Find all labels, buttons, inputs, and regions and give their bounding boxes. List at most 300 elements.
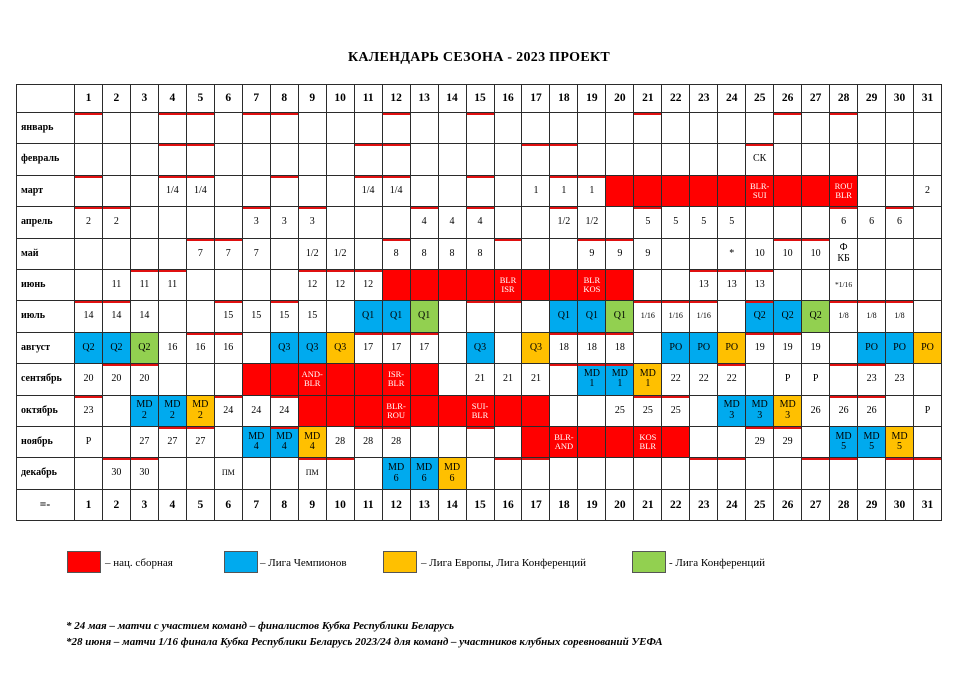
- day-cell: 11: [103, 270, 131, 301]
- day-cell: 1/8: [886, 301, 914, 332]
- matchday-marker: [830, 396, 857, 398]
- day-cell: 8: [439, 239, 467, 270]
- matchday-marker: [187, 113, 214, 115]
- day-cell: [495, 427, 523, 458]
- day-cell: Q2: [746, 301, 774, 332]
- day-cell: [522, 301, 550, 332]
- day-cell: 6: [830, 207, 858, 238]
- day-cell: [439, 144, 467, 175]
- matchday-marker: [159, 144, 186, 146]
- day-cell: [159, 364, 187, 395]
- day-cell: [914, 458, 942, 489]
- day-cell: [522, 207, 550, 238]
- matchday-marker: [550, 176, 577, 178]
- day-cell: MD 2: [187, 396, 215, 427]
- matchday-marker: [718, 458, 745, 460]
- matchday-marker: [215, 396, 242, 398]
- matchday-marker: [75, 301, 102, 303]
- matchday-marker: [467, 113, 494, 115]
- day-cell: [746, 458, 774, 489]
- matchday-marker: [886, 458, 913, 460]
- day-cell: [131, 207, 159, 238]
- day-cell: [103, 427, 131, 458]
- day-cell: [467, 301, 495, 332]
- day-cell: [550, 364, 578, 395]
- day-header: 13: [411, 84, 439, 113]
- day-cell: 17: [411, 333, 439, 364]
- day-cell: [662, 458, 690, 489]
- matchday-marker: [914, 458, 941, 460]
- day-cell: [187, 458, 215, 489]
- day-cell: BLR- AND: [550, 427, 578, 458]
- day-footer: 7: [243, 490, 271, 521]
- day-cell: 1/8: [830, 301, 858, 332]
- day-cell: [327, 113, 355, 144]
- day-cell: ПМ: [215, 458, 243, 489]
- day-cell: [103, 144, 131, 175]
- day-cell: 12: [299, 270, 327, 301]
- day-cell: Ф КБ: [830, 239, 858, 270]
- day-cell: СК: [746, 144, 774, 175]
- day-cell: 11: [159, 270, 187, 301]
- day-cell: 19: [774, 333, 802, 364]
- day-footer: 13: [411, 490, 439, 521]
- matchday-marker: [578, 239, 605, 241]
- day-cell: [858, 458, 886, 489]
- day-cell: [830, 113, 858, 144]
- matchday-marker: [383, 239, 410, 241]
- day-footer: 12: [383, 490, 411, 521]
- day-cell: [886, 176, 914, 207]
- footnote-may: * 24 мая – матчи с участием команд – финалистов Кубка Республики Беларусь: [66, 620, 454, 632]
- day-cell: [243, 176, 271, 207]
- day-cell: 14: [103, 301, 131, 332]
- matchday-marker: [550, 144, 577, 146]
- day-cell: 22: [690, 364, 718, 395]
- day-cell: 23: [75, 396, 103, 427]
- day-cell: MD 3: [746, 396, 774, 427]
- day-cell: [718, 301, 746, 332]
- day-cell: [159, 458, 187, 489]
- day-cell: [606, 176, 634, 207]
- day-cell: [383, 270, 411, 301]
- matchday-marker: [690, 458, 717, 460]
- matchday-marker: [858, 364, 885, 366]
- day-cell: [467, 458, 495, 489]
- day-cell: [215, 113, 243, 144]
- day-cell: Р: [774, 364, 802, 395]
- day-cell: [578, 458, 606, 489]
- day-cell: [886, 113, 914, 144]
- day-cell: [327, 176, 355, 207]
- day-cell: [495, 113, 523, 144]
- day-cell: [858, 113, 886, 144]
- day-cell: [718, 113, 746, 144]
- day-cell: [914, 239, 942, 270]
- matchday-marker: [578, 364, 605, 366]
- day-cell: 1/16: [634, 301, 662, 332]
- day-cell: [522, 144, 550, 175]
- day-cell: [690, 427, 718, 458]
- day-cell: [914, 207, 942, 238]
- day-cell: SUI- BLR: [467, 396, 495, 427]
- matchday-marker: [690, 270, 717, 272]
- matchday-marker: [215, 333, 242, 335]
- day-cell: 18: [578, 333, 606, 364]
- day-cell: MD 1: [578, 364, 606, 395]
- day-header: 19: [578, 84, 606, 113]
- day-cell: 9: [578, 239, 606, 270]
- day-footer: 16: [495, 490, 523, 521]
- day-cell: [439, 270, 467, 301]
- day-cell: MD 6: [439, 458, 467, 489]
- day-cell: [690, 239, 718, 270]
- matchday-marker: [830, 364, 857, 366]
- day-cell: [355, 458, 383, 489]
- day-cell: 10: [774, 239, 802, 270]
- day-cell: 15: [299, 301, 327, 332]
- matchday-marker: [467, 207, 494, 209]
- matchday-marker: [858, 396, 885, 398]
- matchday-marker: [495, 301, 522, 303]
- day-cell: MD 2: [159, 396, 187, 427]
- matchday-marker: [159, 176, 186, 178]
- day-cell: [578, 113, 606, 144]
- month-label: август: [16, 333, 75, 364]
- matchday-marker: [774, 427, 801, 429]
- day-cell: 3: [243, 207, 271, 238]
- matchday-marker: [75, 176, 102, 178]
- day-cell: 24: [215, 396, 243, 427]
- day-cell: [495, 396, 523, 427]
- day-cell: [830, 364, 858, 395]
- matchday-marker: [830, 113, 857, 115]
- day-cell: 15: [243, 301, 271, 332]
- day-cell: 27: [159, 427, 187, 458]
- matchday-marker: [411, 207, 438, 209]
- matchday-marker: [355, 427, 382, 429]
- day-header: 6: [215, 84, 243, 113]
- day-footer: 9: [299, 490, 327, 521]
- day-cell: [355, 113, 383, 144]
- day-header: 5: [187, 84, 215, 113]
- matchday-marker: [299, 270, 326, 272]
- matchday-marker: [746, 427, 773, 429]
- day-cell: 1/8: [858, 301, 886, 332]
- day-cell: [327, 458, 355, 489]
- day-cell: [467, 113, 495, 144]
- day-cell: [550, 270, 578, 301]
- day-cell: AND- BLR: [299, 364, 327, 395]
- day-cell: [746, 207, 774, 238]
- day-cell: 19: [802, 333, 830, 364]
- matchday-marker: [383, 144, 410, 146]
- matchday-marker: [550, 364, 577, 366]
- day-cell: [522, 239, 550, 270]
- day-cell: [439, 364, 467, 395]
- matchday-marker: [271, 301, 298, 303]
- day-cell: 24: [271, 396, 299, 427]
- month-label: июнь: [16, 270, 75, 301]
- matchday-marker: [718, 364, 745, 366]
- day-cell: 5: [634, 207, 662, 238]
- day-header: 25: [746, 84, 774, 113]
- day-cell: 2: [103, 207, 131, 238]
- day-footer: 31: [914, 490, 942, 521]
- day-cell: [802, 427, 830, 458]
- month-label: январь: [16, 113, 75, 144]
- day-cell: MD 3: [774, 396, 802, 427]
- day-cell: ISR- BLR: [383, 364, 411, 395]
- day-cell: [522, 427, 550, 458]
- day-footer: 24: [718, 490, 746, 521]
- month-label: декабрь: [16, 458, 75, 489]
- day-cell: [662, 239, 690, 270]
- day-cell: MD 6: [411, 458, 439, 489]
- day-cell: [718, 176, 746, 207]
- day-cell: [439, 427, 467, 458]
- day-footer: 10: [327, 490, 355, 521]
- month-label: май: [16, 239, 75, 270]
- day-cell: [271, 239, 299, 270]
- day-cell: [411, 113, 439, 144]
- day-cell: [243, 113, 271, 144]
- day-footer: 14: [439, 490, 467, 521]
- day-cell: 6: [886, 207, 914, 238]
- day-cell: MD 5: [830, 427, 858, 458]
- matchday-marker: [606, 364, 633, 366]
- day-cell: [159, 301, 187, 332]
- day-footer: 1: [75, 490, 103, 521]
- day-cell: 8: [411, 239, 439, 270]
- day-cell: 17: [355, 333, 383, 364]
- day-cell: MD 6: [383, 458, 411, 489]
- matchday-marker: [495, 458, 522, 460]
- day-cell: [886, 396, 914, 427]
- day-footer: 18: [550, 490, 578, 521]
- matchday-marker: [355, 176, 382, 178]
- day-footer: 5: [187, 490, 215, 521]
- matchday-marker: [774, 239, 801, 241]
- day-header: 20: [606, 84, 634, 113]
- day-cell: [578, 144, 606, 175]
- day-cell: [439, 176, 467, 207]
- day-cell: [215, 364, 243, 395]
- day-header: 7: [243, 84, 271, 113]
- day-cell: PO: [662, 333, 690, 364]
- day-cell: MD 5: [858, 427, 886, 458]
- day-cell: [355, 239, 383, 270]
- day-cell: [215, 270, 243, 301]
- day-cell: 4: [411, 207, 439, 238]
- legend-swatch-national: [67, 551, 101, 573]
- day-header: 15: [467, 84, 495, 113]
- day-cell: [75, 144, 103, 175]
- day-cell: [802, 270, 830, 301]
- day-cell: [634, 270, 662, 301]
- day-cell: [327, 144, 355, 175]
- day-cell: [550, 239, 578, 270]
- day-cell: [718, 144, 746, 175]
- day-cell: 7: [243, 239, 271, 270]
- day-cell: [662, 176, 690, 207]
- day-cell: 27: [187, 427, 215, 458]
- day-cell: Q3: [522, 333, 550, 364]
- day-cell: [886, 239, 914, 270]
- day-cell: [606, 427, 634, 458]
- day-cell: 17: [383, 333, 411, 364]
- matchday-marker: [634, 396, 661, 398]
- day-cell: [606, 207, 634, 238]
- day-cell: 28: [383, 427, 411, 458]
- day-cell: 22: [662, 364, 690, 395]
- day-cell: 3: [271, 207, 299, 238]
- day-cell: [131, 144, 159, 175]
- day-cell: 29: [746, 427, 774, 458]
- day-cell: 1: [550, 176, 578, 207]
- day-cell: [75, 176, 103, 207]
- legend-label-national: – нац. сборная: [105, 557, 173, 569]
- day-footer: 3: [131, 490, 159, 521]
- month-label: октябрь: [16, 396, 75, 427]
- day-cell: [914, 301, 942, 332]
- day-cell: 1: [522, 176, 550, 207]
- day-header: 26: [774, 84, 802, 113]
- day-cell: 9: [606, 239, 634, 270]
- day-cell: 1/2: [578, 207, 606, 238]
- day-cell: 13: [690, 270, 718, 301]
- day-cell: 1/2: [550, 207, 578, 238]
- day-cell: *: [718, 239, 746, 270]
- matchday-marker: [634, 207, 661, 209]
- day-cell: [187, 144, 215, 175]
- day-cell: [411, 176, 439, 207]
- day-cell: [774, 176, 802, 207]
- day-footer: 22: [662, 490, 690, 521]
- day-cell: PO: [858, 333, 886, 364]
- day-cell: 20: [103, 364, 131, 395]
- matchday-marker: [634, 113, 661, 115]
- day-footer: 23: [690, 490, 718, 521]
- day-cell: Q3: [467, 333, 495, 364]
- day-cell: [578, 427, 606, 458]
- day-cell: 1/4: [187, 176, 215, 207]
- day-cell: 26: [802, 396, 830, 427]
- day-cell: [606, 458, 634, 489]
- day-cell: 15: [271, 301, 299, 332]
- day-cell: 3: [299, 207, 327, 238]
- month-label: февраль: [16, 144, 75, 175]
- matchday-marker: [383, 113, 410, 115]
- day-cell: Q1: [355, 301, 383, 332]
- day-cell: [606, 144, 634, 175]
- day-cell: [383, 207, 411, 238]
- day-cell: [718, 458, 746, 489]
- day-cell: MD 4: [299, 427, 327, 458]
- matchday-marker: [355, 333, 382, 335]
- day-cell: [802, 458, 830, 489]
- day-cell: [718, 427, 746, 458]
- day-cell: 24: [243, 396, 271, 427]
- day-header: 30: [886, 84, 914, 113]
- matchday-marker: [886, 301, 913, 303]
- day-cell: [914, 113, 942, 144]
- matchday-marker: [550, 207, 577, 209]
- day-cell: 26: [858, 396, 886, 427]
- legend-swatch-conference: [632, 551, 666, 573]
- day-cell: [187, 364, 215, 395]
- month-label: сентябрь: [16, 364, 75, 395]
- day-cell: BLR- SUI: [746, 176, 774, 207]
- day-header: 2: [103, 84, 131, 113]
- day-cell: 6: [858, 207, 886, 238]
- matchday-marker: [830, 301, 857, 303]
- day-header: 22: [662, 84, 690, 113]
- day-cell: 16: [215, 333, 243, 364]
- matchday-marker: [327, 270, 354, 272]
- day-cell: [355, 144, 383, 175]
- day-cell: 9: [634, 239, 662, 270]
- day-cell: [411, 144, 439, 175]
- matchday-marker: [746, 333, 773, 335]
- day-cell: [495, 458, 523, 489]
- day-cell: Q1: [411, 301, 439, 332]
- day-cell: PO: [718, 333, 746, 364]
- day-cell: [187, 301, 215, 332]
- day-cell: [746, 113, 774, 144]
- day-cell: 18: [606, 333, 634, 364]
- matchday-marker: [187, 333, 214, 335]
- matchday-marker: [75, 207, 102, 209]
- matchday-marker: [103, 364, 130, 366]
- matchday-marker: [578, 333, 605, 335]
- day-cell: [606, 270, 634, 301]
- day-cell: [327, 396, 355, 427]
- day-cell: 28: [327, 427, 355, 458]
- day-cell: BLR KOS: [578, 270, 606, 301]
- day-cell: MD 4: [243, 427, 271, 458]
- day-header: 29: [858, 84, 886, 113]
- day-cell: 1/16: [662, 301, 690, 332]
- day-header: 23: [690, 84, 718, 113]
- day-cell: Q2: [131, 333, 159, 364]
- day-cell: MD 5: [886, 427, 914, 458]
- header-corner: [16, 84, 75, 113]
- day-cell: 1/16: [690, 301, 718, 332]
- matchday-marker: [187, 239, 214, 241]
- day-cell: [271, 176, 299, 207]
- day-cell: [886, 270, 914, 301]
- day-cell: 1: [578, 176, 606, 207]
- day-cell: [131, 239, 159, 270]
- day-cell: 19: [746, 333, 774, 364]
- day-cell: 2: [914, 176, 942, 207]
- day-cell: [243, 144, 271, 175]
- day-cell: [243, 458, 271, 489]
- matchday-marker: [271, 113, 298, 115]
- day-cell: 20: [75, 364, 103, 395]
- day-cell: [271, 144, 299, 175]
- day-cell: [774, 144, 802, 175]
- day-cell: [802, 207, 830, 238]
- day-cell: [187, 113, 215, 144]
- day-cell: Р: [802, 364, 830, 395]
- day-cell: 10: [746, 239, 774, 270]
- day-cell: Q1: [578, 301, 606, 332]
- matchday-marker: [271, 427, 298, 429]
- matchday-marker: [243, 207, 270, 209]
- day-cell: [774, 207, 802, 238]
